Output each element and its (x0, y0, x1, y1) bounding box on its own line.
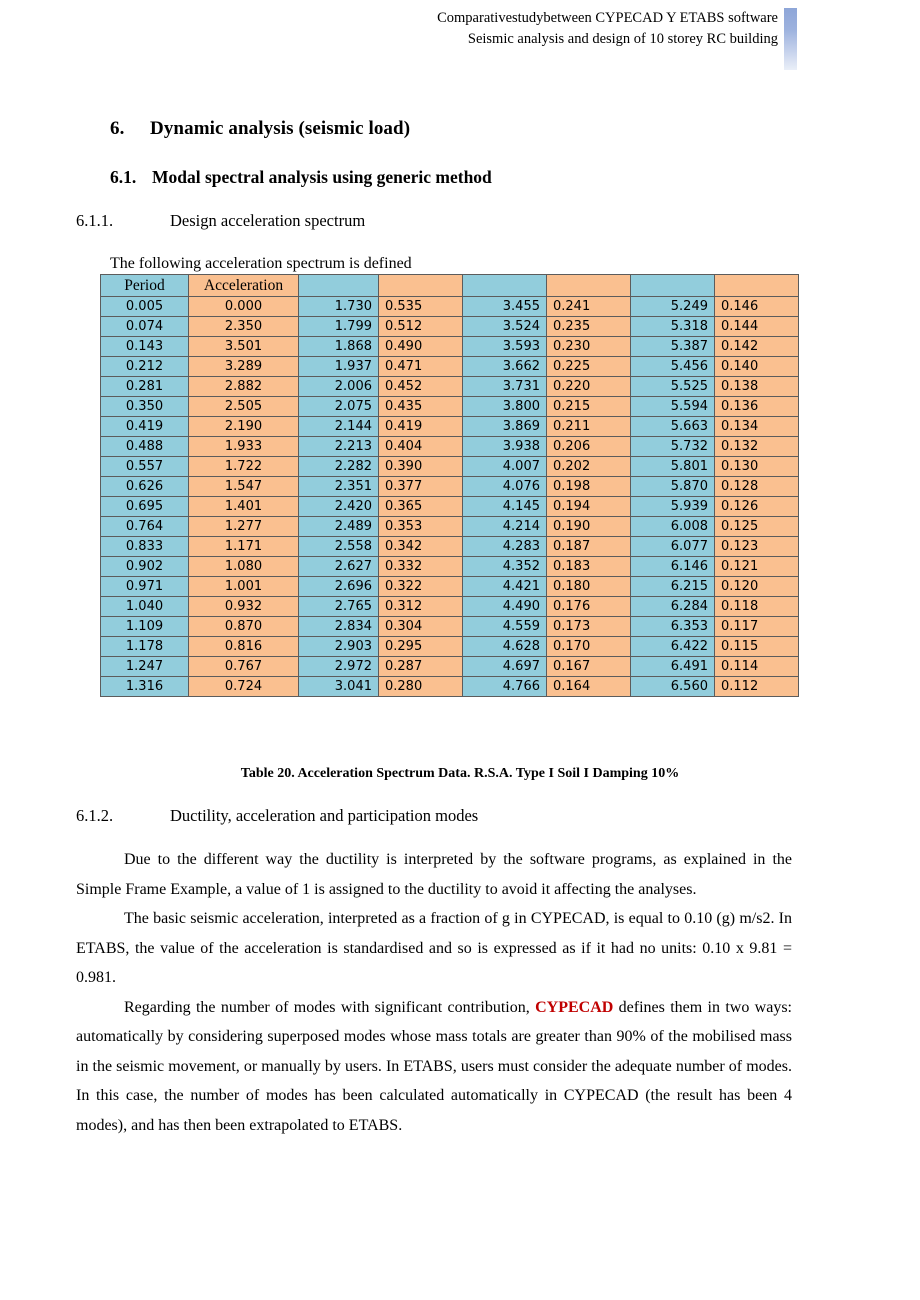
cell-period-4: 6.146 (631, 557, 715, 577)
cell-period-2: 2.765 (299, 597, 379, 617)
cell-acceleration-4: 0.121 (715, 557, 799, 577)
cell-period-1: 0.212 (101, 357, 189, 377)
cell-acceleration-2: 0.312 (379, 597, 463, 617)
cell-period-3: 3.593 (463, 337, 547, 357)
column-header-acceleration-3 (547, 275, 631, 297)
header-line-2: Seismic analysis and design of 10 storey RC building (467, 31, 778, 47)
cell-acceleration-1: 2.882 (189, 377, 299, 397)
table-row (101, 377, 799, 397)
cell-period-4: 5.525 (631, 377, 715, 397)
cell-acceleration-2: 0.353 (379, 517, 463, 537)
cell-period-1: 0.281 (101, 377, 189, 397)
cell-acceleration-1: 0.932 (189, 597, 299, 617)
cell-period-4: 5.732 (631, 437, 715, 457)
cell-period-3: 4.076 (463, 477, 547, 497)
cell-acceleration-3: 0.176 (547, 597, 631, 617)
cell-period-4: 5.594 (631, 397, 715, 417)
cell-period-2: 2.420 (299, 497, 379, 517)
cell-period-3: 3.662 (463, 357, 547, 377)
cell-period-2: 1.730 (299, 297, 379, 317)
cell-period-2: 1.937 (299, 357, 379, 377)
cell-period-1: 0.764 (101, 517, 189, 537)
cell-period-1: 0.488 (101, 437, 189, 457)
acceleration-spectrum-table (100, 274, 799, 697)
cell-period-4: 6.077 (631, 537, 715, 557)
paragraph-modes-part2: defines them in two ways: automatically by considering superposed modes whose mass totals are greater than 90% of the mobilised mass in the seismic movement, or manually by users. In ETABS, users must consider the adequate number of modes. In this case, the number of modes has been calculated automatically in CYPECAD (the result has been 4 modes), and has then been extrapolated to ETABS. (76, 998, 793, 1134)
cell-period-4: 6.284 (631, 597, 715, 617)
cell-period-1: 0.971 (101, 577, 189, 597)
cell-acceleration-3: 0.198 (547, 477, 631, 497)
cell-acceleration-2: 0.435 (379, 397, 463, 417)
cell-period-1: 0.902 (101, 557, 189, 577)
cell-period-2: 2.489 (299, 517, 379, 537)
cell-acceleration-4: 0.128 (715, 477, 799, 497)
cell-period-4: 5.870 (631, 477, 715, 497)
cell-period-3: 3.800 (463, 397, 547, 417)
table-header-row (101, 275, 799, 297)
table-row (101, 657, 799, 677)
page-running-header (0, 8, 920, 64)
header-accent-bar (784, 8, 797, 70)
cell-period-4: 5.939 (631, 497, 715, 517)
paragraph-modes (76, 993, 792, 1141)
cell-acceleration-1: 1.933 (189, 437, 299, 457)
table-row (101, 297, 799, 317)
cell-period-1: 0.695 (101, 497, 189, 517)
cell-period-1: 0.005 (101, 297, 189, 317)
cell-period-4: 6.422 (631, 637, 715, 657)
cell-period-1: 0.557 (101, 457, 189, 477)
cell-acceleration-2: 0.419 (379, 417, 463, 437)
subsubsection2-title: Ductility, acceleration and participation modes (170, 806, 479, 825)
cell-period-3: 3.455 (463, 297, 547, 317)
cell-period-3: 3.938 (463, 437, 547, 457)
cell-acceleration-3: 0.170 (547, 637, 631, 657)
cell-period-3: 4.421 (463, 577, 547, 597)
cell-acceleration-4: 0.130 (715, 457, 799, 477)
paragraph-basic-acceleration: The basic seismic acceleration, interpreted as a fraction of g in CYPECAD, is equal to 0.10 (g) m/s2. In ETABS, the value of the acceleration is standardised and so is expressed as if it had no units: 0.10 x 9.81 = 0.981. (76, 910, 792, 986)
cypecad-brand-label: CYPECAD (535, 998, 614, 1016)
column-header-acceleration-2 (379, 275, 463, 297)
cell-acceleration-3: 0.206 (547, 437, 631, 457)
cell-acceleration-4: 0.144 (715, 317, 799, 337)
cell-acceleration-3: 0.230 (547, 337, 631, 357)
cell-period-2: 2.972 (299, 657, 379, 677)
cell-acceleration-4: 0.112 (715, 677, 799, 697)
subsection-heading (110, 167, 492, 188)
cell-period-1: 0.143 (101, 337, 189, 357)
cell-acceleration-4: 0.118 (715, 597, 799, 617)
cell-period-3: 4.697 (463, 657, 547, 677)
section-number: 6. (110, 118, 125, 139)
paragraph-ductility: Due to the different way the ductility is interpreted by the software programs, as explained in the Simple Frame Example, a value of 1 is assigned to the ductility to avoid it affecting the analyses. (76, 851, 792, 898)
cell-period-1: 1.109 (101, 617, 189, 637)
cell-acceleration-3: 0.225 (547, 357, 631, 377)
header-line-1: Comparativestudybetween CYPECAD Y ETABS software (437, 10, 778, 26)
cell-acceleration-3: 0.202 (547, 457, 631, 477)
cell-period-3: 4.214 (463, 517, 547, 537)
subsubsection-heading-612 (76, 806, 478, 826)
cell-period-3: 4.145 (463, 497, 547, 517)
cell-period-2: 2.213 (299, 437, 379, 457)
table-row (101, 557, 799, 577)
cell-acceleration-4: 0.114 (715, 657, 799, 677)
cell-period-4: 6.491 (631, 657, 715, 677)
cell-period-3: 3.869 (463, 417, 547, 437)
subsubsection-number: 6.1.1. (76, 211, 114, 230)
cell-acceleration-2: 0.332 (379, 557, 463, 577)
table-row (101, 517, 799, 537)
cell-period-2: 2.558 (299, 537, 379, 557)
cell-acceleration-4: 0.126 (715, 497, 799, 517)
cell-acceleration-4: 0.120 (715, 577, 799, 597)
cell-acceleration-2: 0.287 (379, 657, 463, 677)
cell-acceleration-1: 2.350 (189, 317, 299, 337)
cell-acceleration-4: 0.140 (715, 357, 799, 377)
table-row (101, 477, 799, 497)
cell-acceleration-3: 0.215 (547, 397, 631, 417)
cell-acceleration-3: 0.220 (547, 377, 631, 397)
subsection-number: 6.1. (110, 167, 137, 187)
cell-period-4: 5.387 (631, 337, 715, 357)
cell-acceleration-4: 0.142 (715, 337, 799, 357)
cell-period-4: 6.560 (631, 677, 715, 697)
cell-period-1: 1.040 (101, 597, 189, 617)
cell-acceleration-4: 0.134 (715, 417, 799, 437)
cell-period-1: 1.178 (101, 637, 189, 657)
cell-period-1: 0.626 (101, 477, 189, 497)
cell-period-4: 5.663 (631, 417, 715, 437)
column-header-period-2 (299, 275, 379, 297)
cell-period-3: 4.283 (463, 537, 547, 557)
cell-acceleration-1: 2.190 (189, 417, 299, 437)
cell-acceleration-1: 0.724 (189, 677, 299, 697)
cell-acceleration-1: 1.171 (189, 537, 299, 557)
cell-period-2: 2.144 (299, 417, 379, 437)
paragraph-modes-part1: Regarding the number of modes with significant contribution, (124, 998, 536, 1016)
cell-period-2: 3.041 (299, 677, 379, 697)
subsubsection-title: Design acceleration spectrum (170, 211, 366, 230)
cell-acceleration-1: 3.501 (189, 337, 299, 357)
cell-period-1: 0.833 (101, 537, 189, 557)
header-text-block (437, 8, 778, 50)
cell-acceleration-1: 0.767 (189, 657, 299, 677)
cell-acceleration-4: 0.136 (715, 397, 799, 417)
cell-acceleration-1: 1.277 (189, 517, 299, 537)
cell-period-2: 2.627 (299, 557, 379, 577)
cell-acceleration-2: 0.490 (379, 337, 463, 357)
cell-acceleration-3: 0.187 (547, 537, 631, 557)
cell-period-3: 4.766 (463, 677, 547, 697)
cell-period-2: 2.351 (299, 477, 379, 497)
cell-acceleration-2: 0.404 (379, 437, 463, 457)
cell-period-4: 6.008 (631, 517, 715, 537)
cell-period-3: 3.731 (463, 377, 547, 397)
cell-acceleration-3: 0.194 (547, 497, 631, 517)
table-row (101, 457, 799, 477)
cell-period-2: 2.696 (299, 577, 379, 597)
cell-period-3: 3.524 (463, 317, 547, 337)
column-header-period-4 (631, 275, 715, 297)
table-row (101, 597, 799, 617)
cell-period-3: 4.628 (463, 637, 547, 657)
table-body (101, 297, 799, 697)
table-row (101, 317, 799, 337)
section-heading (110, 118, 410, 140)
subsection-title: Modal spectral analysis using generic method (152, 167, 492, 187)
cell-period-2: 2.834 (299, 617, 379, 637)
cell-period-2: 1.799 (299, 317, 379, 337)
cell-acceleration-3: 0.235 (547, 317, 631, 337)
cell-period-1: 0.350 (101, 397, 189, 417)
cell-acceleration-2: 0.342 (379, 537, 463, 557)
cell-period-2: 1.868 (299, 337, 379, 357)
cell-period-4: 5.318 (631, 317, 715, 337)
cell-period-2: 2.006 (299, 377, 379, 397)
cell-period-3: 4.490 (463, 597, 547, 617)
cell-acceleration-3: 0.180 (547, 577, 631, 597)
cell-period-3: 4.559 (463, 617, 547, 637)
cell-acceleration-2: 0.295 (379, 637, 463, 657)
cell-acceleration-3: 0.173 (547, 617, 631, 637)
cell-acceleration-4: 0.132 (715, 437, 799, 457)
table-row (101, 497, 799, 517)
cell-acceleration-1: 3.289 (189, 357, 299, 377)
cell-period-1: 1.316 (101, 677, 189, 697)
cell-acceleration-2: 0.322 (379, 577, 463, 597)
cell-acceleration-2: 0.365 (379, 497, 463, 517)
cell-period-3: 4.352 (463, 557, 547, 577)
cell-acceleration-1: 1.547 (189, 477, 299, 497)
cell-period-2: 2.075 (299, 397, 379, 417)
cell-acceleration-3: 0.241 (547, 297, 631, 317)
table-row (101, 617, 799, 637)
cell-acceleration-3: 0.167 (547, 657, 631, 677)
cell-acceleration-4: 0.125 (715, 517, 799, 537)
cell-acceleration-4: 0.138 (715, 377, 799, 397)
intro-sentence: The following acceleration spectrum is defined (110, 255, 412, 272)
table-row (101, 437, 799, 457)
subsubsection2-number: 6.1.2. (76, 806, 114, 825)
cell-acceleration-3: 0.190 (547, 517, 631, 537)
cell-acceleration-1: 1.080 (189, 557, 299, 577)
cell-acceleration-2: 0.512 (379, 317, 463, 337)
table-row (101, 357, 799, 377)
body-copy (76, 845, 792, 1140)
cell-period-1: 0.419 (101, 417, 189, 437)
cell-period-4: 6.215 (631, 577, 715, 597)
cell-acceleration-1: 1.401 (189, 497, 299, 517)
cell-acceleration-2: 0.304 (379, 617, 463, 637)
cell-acceleration-4: 0.117 (715, 617, 799, 637)
cell-acceleration-1: 1.001 (189, 577, 299, 597)
cell-acceleration-1: 0.816 (189, 637, 299, 657)
cell-acceleration-3: 0.183 (547, 557, 631, 577)
cell-period-4: 6.353 (631, 617, 715, 637)
cell-acceleration-2: 0.471 (379, 357, 463, 377)
cell-period-2: 2.282 (299, 457, 379, 477)
cell-period-1: 0.074 (101, 317, 189, 337)
cell-period-3: 4.007 (463, 457, 547, 477)
table-row (101, 637, 799, 657)
subsubsection-heading-611 (76, 211, 365, 231)
cell-acceleration-1: 0.870 (189, 617, 299, 637)
table-row (101, 337, 799, 357)
cell-acceleration-3: 0.211 (547, 417, 631, 437)
column-header-acceleration-4 (715, 275, 799, 297)
cell-acceleration-4: 0.123 (715, 537, 799, 557)
cell-acceleration-2: 0.390 (379, 457, 463, 477)
column-header-acceleration: Acceleration (189, 275, 299, 297)
cell-acceleration-1: 2.505 (189, 397, 299, 417)
cell-acceleration-3: 0.164 (547, 677, 631, 697)
cell-period-1: 1.247 (101, 657, 189, 677)
table-row (101, 577, 799, 597)
cell-period-4: 5.801 (631, 457, 715, 477)
table-caption: Table 20. Acceleration Spectrum Data. R.S.A. Type I Soil I Damping 10% (240, 766, 680, 781)
cell-acceleration-1: 0.000 (189, 297, 299, 317)
cell-acceleration-4: 0.146 (715, 297, 799, 317)
cell-acceleration-4: 0.115 (715, 637, 799, 657)
cell-acceleration-2: 0.535 (379, 297, 463, 317)
cell-acceleration-2: 0.280 (379, 677, 463, 697)
cell-acceleration-2: 0.377 (379, 477, 463, 497)
cell-acceleration-1: 1.722 (189, 457, 299, 477)
table-row (101, 417, 799, 437)
cell-period-4: 5.249 (631, 297, 715, 317)
table-row (101, 677, 799, 697)
cell-acceleration-2: 0.452 (379, 377, 463, 397)
table-row (101, 397, 799, 417)
column-header-period: Period (101, 275, 189, 297)
cell-period-2: 2.903 (299, 637, 379, 657)
column-header-period-3 (463, 275, 547, 297)
section-title: Dynamic analysis (seismic load) (150, 118, 411, 139)
table-row (101, 537, 799, 557)
cell-period-4: 5.456 (631, 357, 715, 377)
